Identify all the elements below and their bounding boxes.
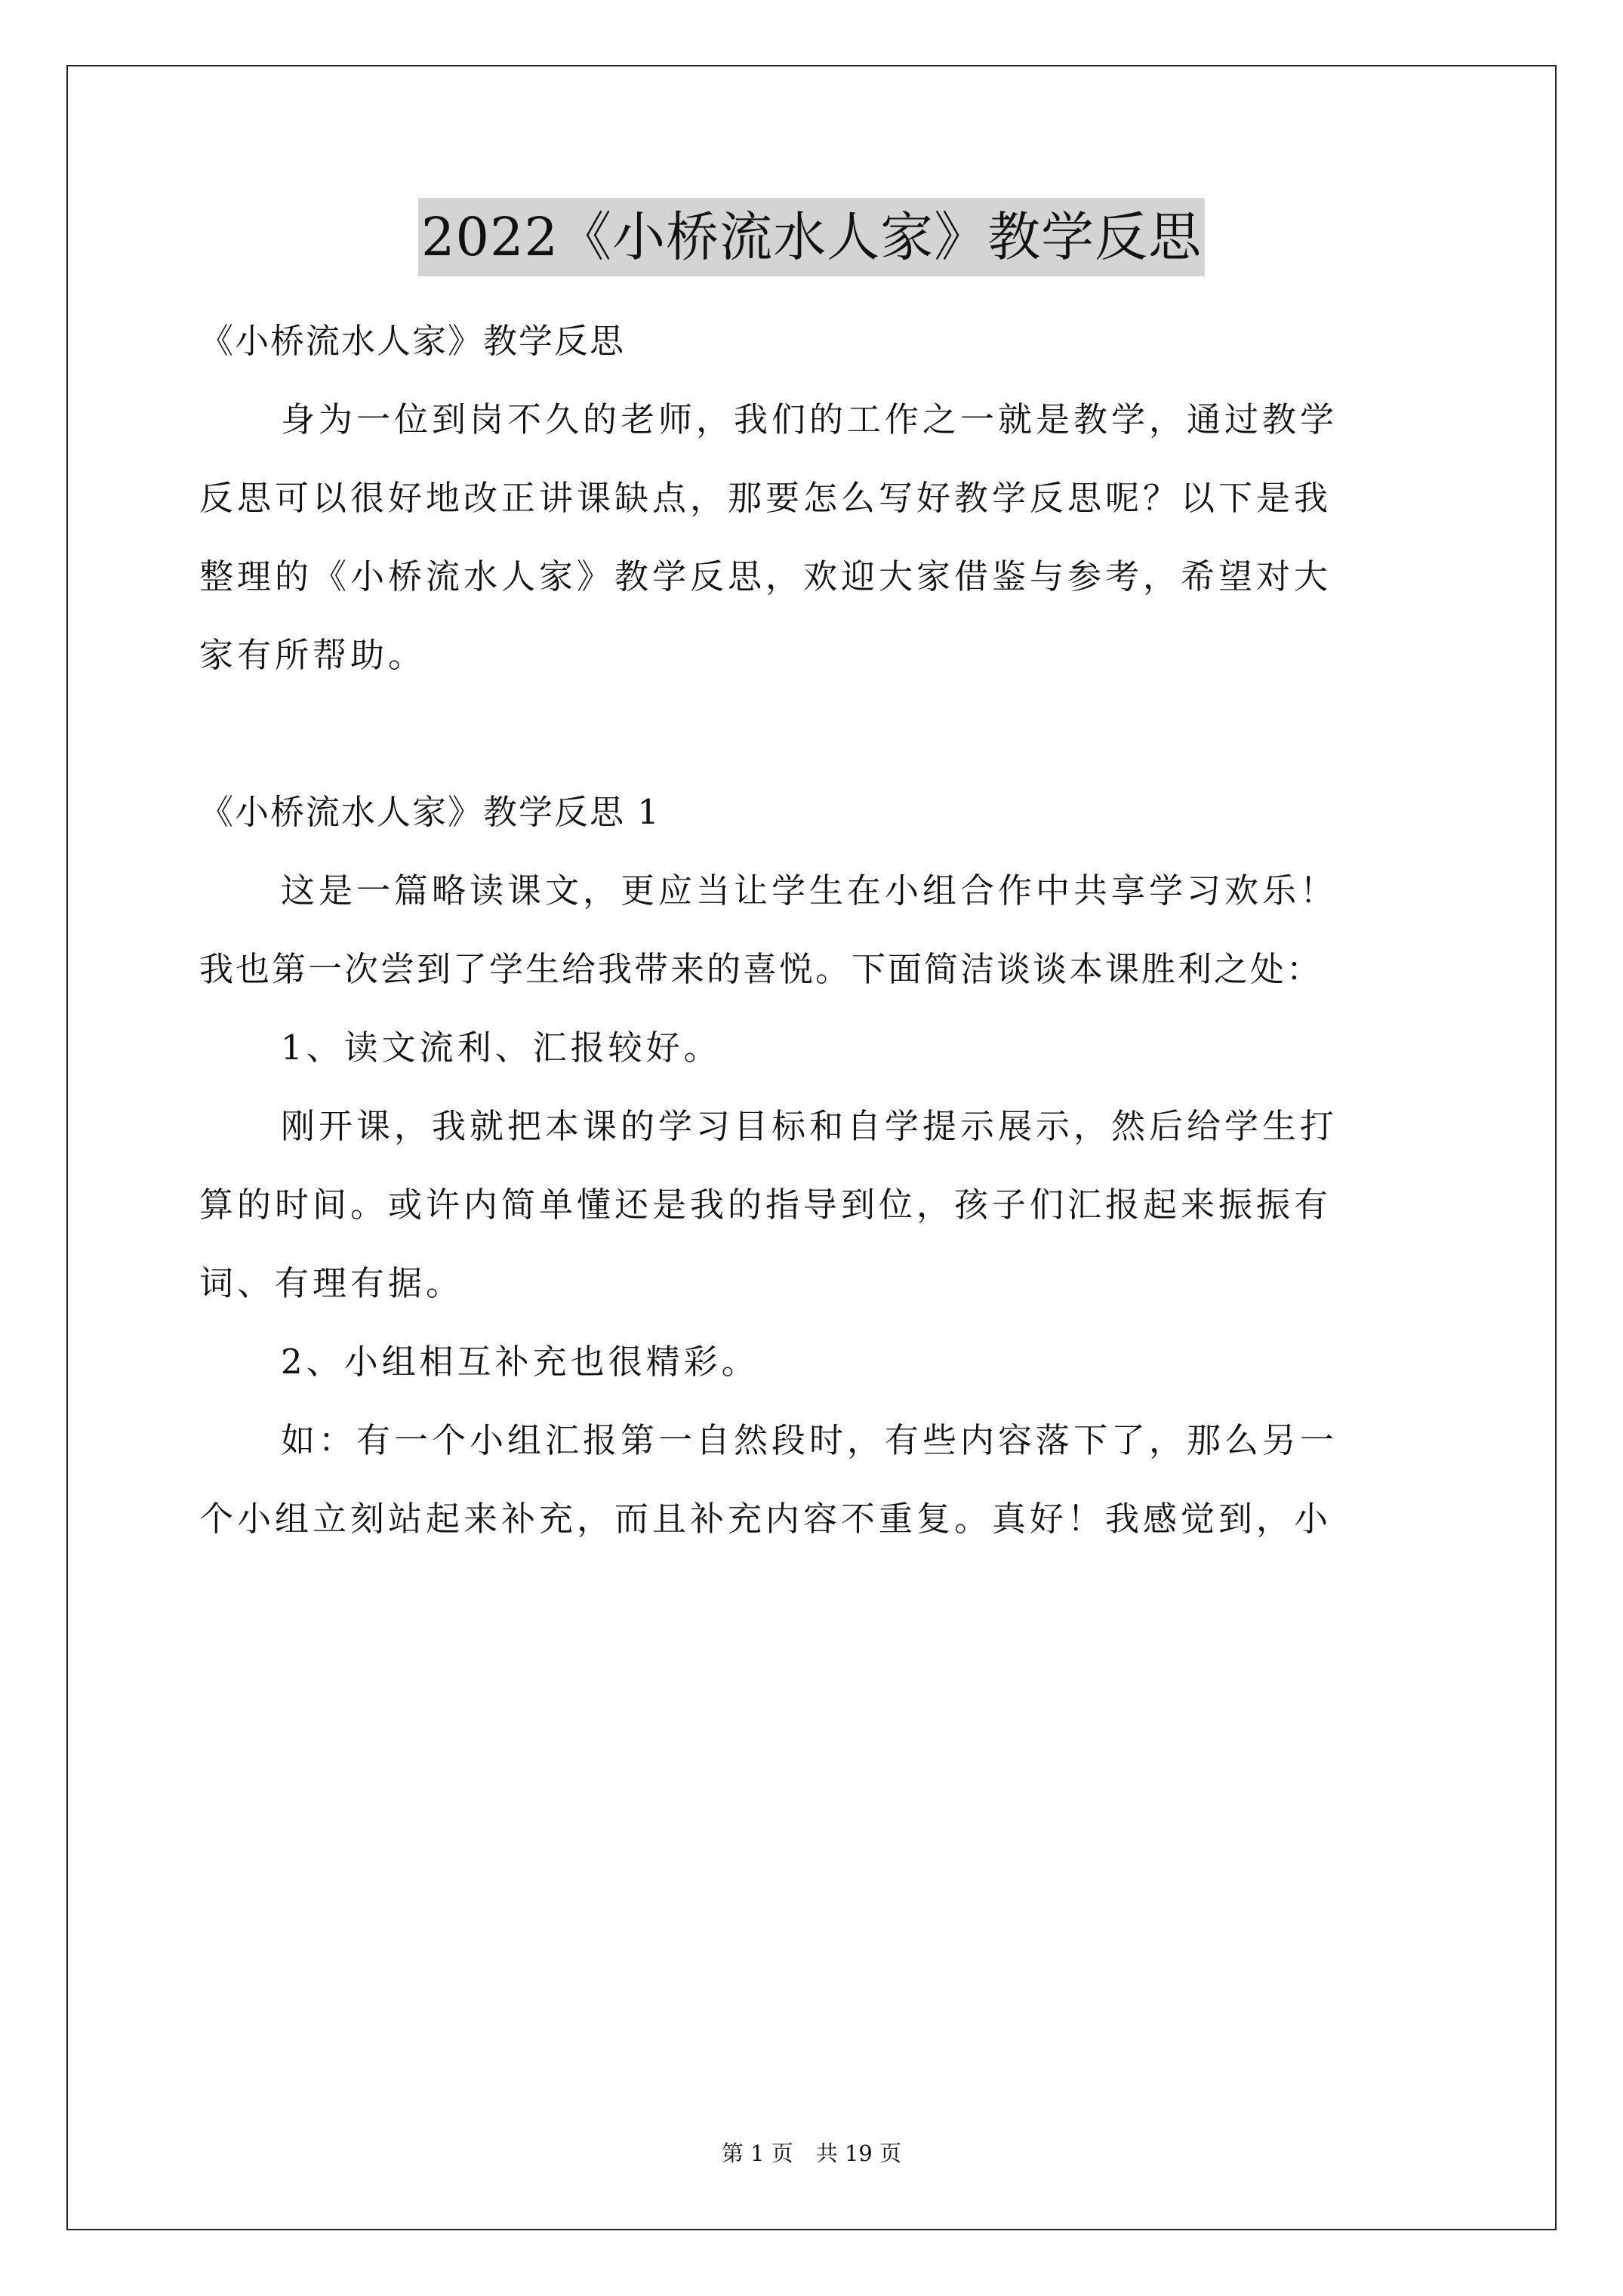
- paragraph-line: 整理的《小桥流水人家》教学反思，欢迎大家借鉴与参考，希望对大: [199, 556, 1332, 596]
- subtitle-line: 《小桥流水人家》教学反思: [199, 321, 626, 361]
- blank-line: [199, 695, 1437, 773]
- section-heading: 《小桥流水人家》教学反思 1: [199, 792, 661, 832]
- title-container: [0, 198, 1623, 276]
- paragraph-line: 我也第一次尝到了学生给我带来的喜悦。下面简洁谈谈本课胜利之处：: [199, 949, 1323, 989]
- list-item-line: 2、小组相互补充也很精彩。: [281, 1342, 759, 1382]
- page-number: 第 1 页: [721, 2140, 793, 2166]
- paragraph-line: 刚开课，我就把本课的学习目标和自学提示展示，然后给学生打: [281, 1106, 1338, 1146]
- list-item-line: 1、读文流利、汇报较好。: [281, 1028, 722, 1068]
- document-title: 2022《小桥流水人家》教学反思: [418, 198, 1205, 276]
- page-total: 共 19 页: [815, 2140, 902, 2166]
- paragraph-line: 这是一篇略读课文，更应当让学生在小组合作中共享学习欢乐！: [281, 871, 1338, 911]
- paragraph-line: 反思可以很好地改正讲课缺点，那要怎么写好教学反思呢？以下是我: [199, 478, 1332, 518]
- paragraph-line: 家有所帮助。: [199, 635, 427, 675]
- paragraph-line: 算的时间。或许内简单懂还是我的指导到位，孩子们汇报起来振振有: [199, 1185, 1332, 1225]
- paragraph-line: 身为一位到岗不久的老师，我们的工作之一就是教学，通过教学: [281, 399, 1338, 439]
- document-body: [199, 302, 1437, 1558]
- paragraph-line: 词、有理有据。: [199, 1263, 464, 1303]
- paragraph-line: 个小组立刻站起来补充，而且补充内容不重复。真好！我感觉到，小: [199, 1499, 1332, 1539]
- paragraph-line: 如：有一个小组汇报第一自然段时，有些内容落下了，那么另一: [281, 1420, 1338, 1460]
- page-footer: [0, 2138, 1623, 2168]
